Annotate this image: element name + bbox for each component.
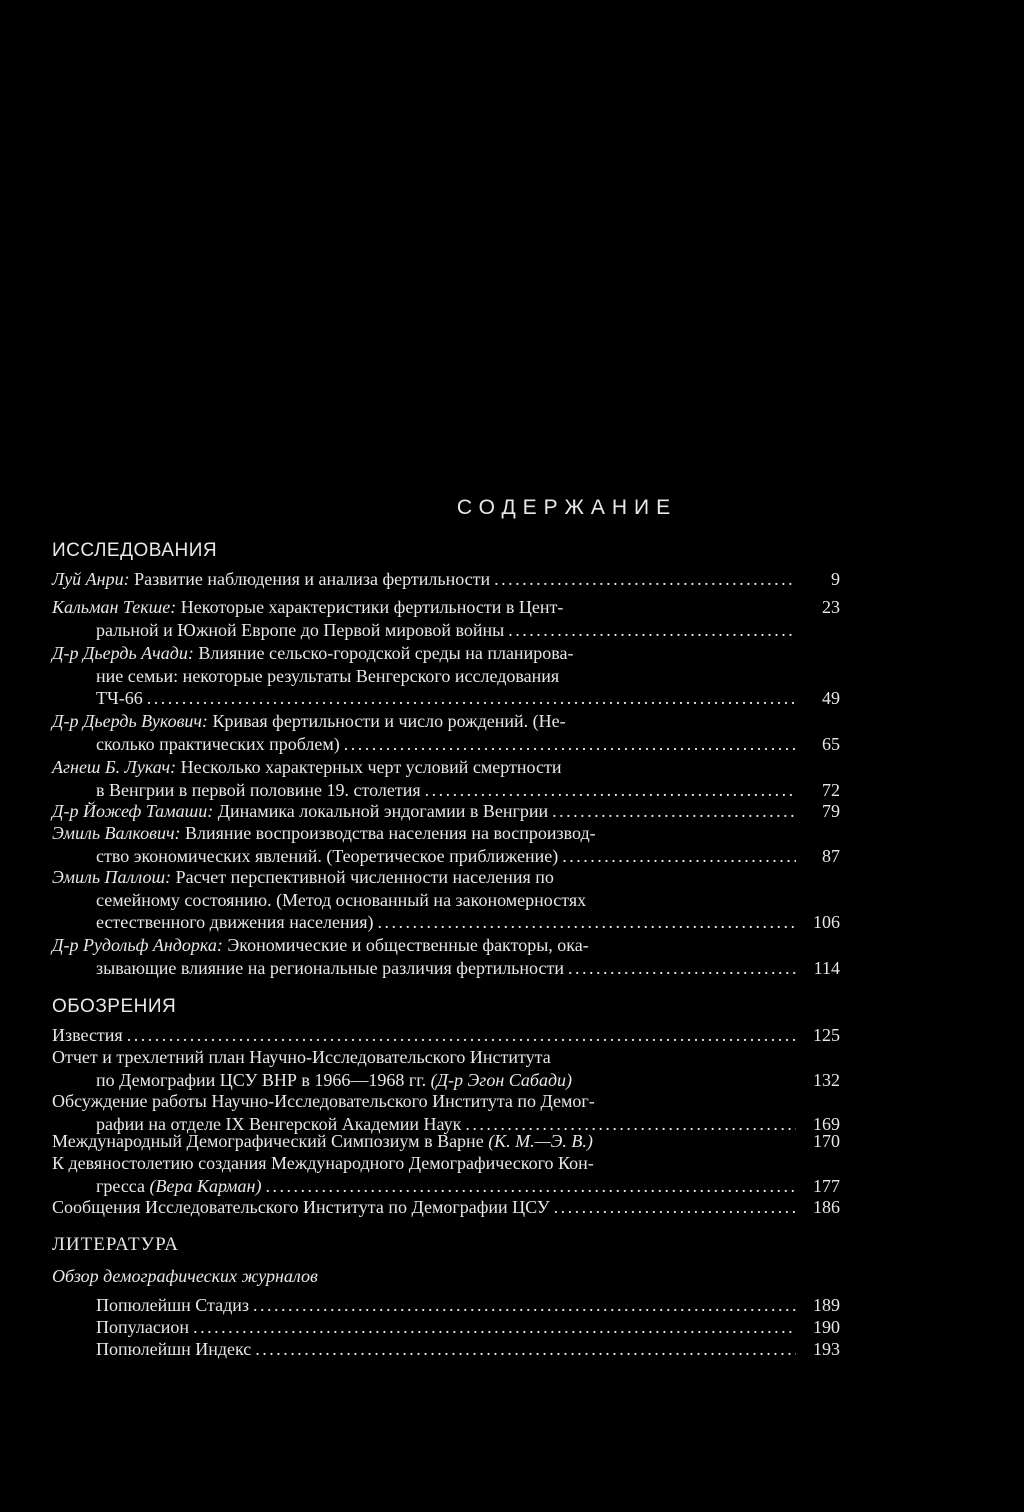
entry-note: (Вера Карман) xyxy=(149,1175,262,1196)
entry-title-line: по Демографии ЦСУ ВНР в 1966—1968 гг. xyxy=(96,1069,427,1090)
entry-note: (Д-р Эгон Сабади) xyxy=(430,1069,573,1090)
page-number: 132 xyxy=(813,1069,840,1090)
toc-entry[interactable] xyxy=(52,642,840,710)
page-number: 79 xyxy=(822,801,840,821)
toc-entry[interactable] xyxy=(52,568,840,591)
entry-title-line: Известия xyxy=(52,1025,123,1045)
toc-entry[interactable] xyxy=(52,1090,840,1135)
entry-title-line: Экономические и общественные факторы, ока- xyxy=(227,935,589,955)
toc-entry[interactable] xyxy=(52,934,840,979)
entry-title-line: Развитие наблюдения и анализа фертильности xyxy=(134,569,491,589)
page-title: СОДЕРЖАНИЕ xyxy=(456,496,678,519)
entry-title-line: семейному состоянию. (Метод основанный на закономерностях xyxy=(96,889,587,910)
entry-author: Луй Анри: xyxy=(52,569,130,589)
leader-dots xyxy=(253,1294,796,1317)
entry-title-line: Влияние сельско-городской среды на планирова- xyxy=(198,643,574,663)
entry-title-line: гресса xyxy=(96,1175,146,1196)
leader-dots xyxy=(344,733,796,756)
leader-dots xyxy=(552,800,796,823)
page-number: 186 xyxy=(813,1197,840,1217)
page-number: 23 xyxy=(822,597,840,617)
page-number: 169 xyxy=(813,1113,840,1134)
page-number: 114 xyxy=(813,957,840,978)
page-number: 87 xyxy=(822,845,840,866)
page-number: 170 xyxy=(813,1131,840,1151)
entry-title-line: Попюлейшн Стадиз xyxy=(96,1295,249,1315)
entry-author: Д-р Йожеф Тамаши: xyxy=(52,801,214,821)
toc-entry[interactable] xyxy=(52,1130,840,1153)
toc-entry[interactable] xyxy=(52,1024,840,1047)
toc-entry[interactable] xyxy=(52,756,840,801)
entry-title-line: Сообщения Исследовательского Института по Демографии ЦСУ xyxy=(52,1197,550,1217)
page-number: 177 xyxy=(813,1175,840,1196)
entry-title-line: Кривая фертильности и число рождений. (Не- xyxy=(212,711,566,731)
leader-dots xyxy=(193,1316,796,1339)
section-heading-research: ИССЛЕДОВАНИЯ xyxy=(52,540,218,561)
entry-title-line: в Венгрии в первой половине 19. столетия xyxy=(96,779,421,800)
leader-dots xyxy=(255,1338,796,1361)
entry-title-line: Обсуждение работы Научно-Исследовательского Института по Демог- xyxy=(52,1091,595,1111)
leader-dots xyxy=(378,911,796,934)
entry-title-line: Международный Демографический Симпозиум в Варне xyxy=(52,1131,484,1151)
entry-author: Эмиль Паллош: xyxy=(52,867,172,887)
entry-title-line: Влияние воспроизводства населения на воспроизвод- xyxy=(185,823,596,843)
section-heading-reviews: ОБОЗРЕНИЯ xyxy=(52,996,177,1017)
entry-title-line: ние семьи: некоторые результаты Венгерского исследования xyxy=(96,665,560,686)
toc-entry[interactable] xyxy=(52,800,840,823)
leader-dots xyxy=(425,779,796,802)
entry-author: Кальман Текше: xyxy=(52,597,177,617)
entry-title-line: зывающие влияние на региональные различия фертильности xyxy=(96,957,564,978)
toc-entry[interactable] xyxy=(96,1316,840,1339)
section-subheading: Обзор демографических журналов xyxy=(52,1266,318,1286)
entry-author: Эмиль Валкович: xyxy=(52,823,181,843)
page-number: 190 xyxy=(813,1317,840,1337)
entry-note: (К. М.—Э. В.) xyxy=(488,1131,593,1151)
entry-title-line: Динамика локальной эндогамии в Венгрии xyxy=(217,801,549,821)
leader-dots xyxy=(568,957,796,980)
entry-title-line: естественного движения населения) xyxy=(96,912,374,932)
entry-title-line: ральной и Южной Европе до Первой мировой войны xyxy=(96,619,505,640)
page-number: 193 xyxy=(813,1339,840,1359)
toc-entry[interactable] xyxy=(52,822,840,867)
leader-dots xyxy=(562,845,796,868)
toc-entry[interactable] xyxy=(52,596,840,641)
entry-title-line: сколько практических проблем) xyxy=(96,733,340,754)
entry-author: Д-р Дьердь Ачади: xyxy=(52,643,194,663)
leader-dots xyxy=(494,568,796,591)
toc-entry[interactable] xyxy=(52,1046,840,1091)
entry-title-line: Расчет перспективной численности населения по xyxy=(175,867,554,887)
section-heading-literature: ЛИТЕРАТУРА xyxy=(52,1234,179,1255)
entry-title-line: Попюлейшн Индекс xyxy=(96,1339,252,1359)
leader-dots xyxy=(127,1024,796,1047)
page-number: 49 xyxy=(822,688,840,708)
entry-author: Агнеш Б. Лукач: xyxy=(52,757,177,777)
leader-dots xyxy=(508,619,796,642)
entry-title-line: Популасион xyxy=(96,1317,190,1337)
entry-author: Д-р Рудольф Андорка: xyxy=(52,935,223,955)
page-number: 125 xyxy=(813,1025,840,1045)
leader-dots xyxy=(147,687,796,710)
toc-entry[interactable] xyxy=(96,1338,840,1361)
toc-entry[interactable] xyxy=(96,1294,840,1317)
toc-entry[interactable] xyxy=(52,1196,840,1219)
leader-dots xyxy=(265,1175,796,1198)
entry-title-line: Отчет и трехлетний план Научно-Исследовательского Института xyxy=(52,1047,551,1067)
entry-title-line: ТЧ-66 xyxy=(96,688,143,708)
page-number: 106 xyxy=(813,912,840,932)
entry-title-line: Несколько характерных черт условий смертности xyxy=(180,757,562,777)
page-number: 9 xyxy=(831,569,840,589)
entry-title-line: рафии на отделе IX Венгерской Академии Наук xyxy=(96,1113,462,1134)
toc-entry[interactable] xyxy=(52,710,840,755)
page-number: 189 xyxy=(813,1295,840,1315)
entry-author: Д-р Дьердь Вукович: xyxy=(52,711,208,731)
entry-title-line: К девяностолетию создания Международного Демографического Кон- xyxy=(52,1153,594,1173)
page-number: 72 xyxy=(822,779,840,800)
toc-entry[interactable] xyxy=(52,1152,840,1197)
page-number: 65 xyxy=(822,733,840,754)
toc-entry[interactable] xyxy=(52,866,840,934)
entry-title-line: Некоторые характеристики фертильности в Цент- xyxy=(180,597,564,617)
entry-title-line: ство экономических явлений. (Теоретическое приближение) xyxy=(96,845,559,866)
leader-dots xyxy=(554,1196,796,1219)
